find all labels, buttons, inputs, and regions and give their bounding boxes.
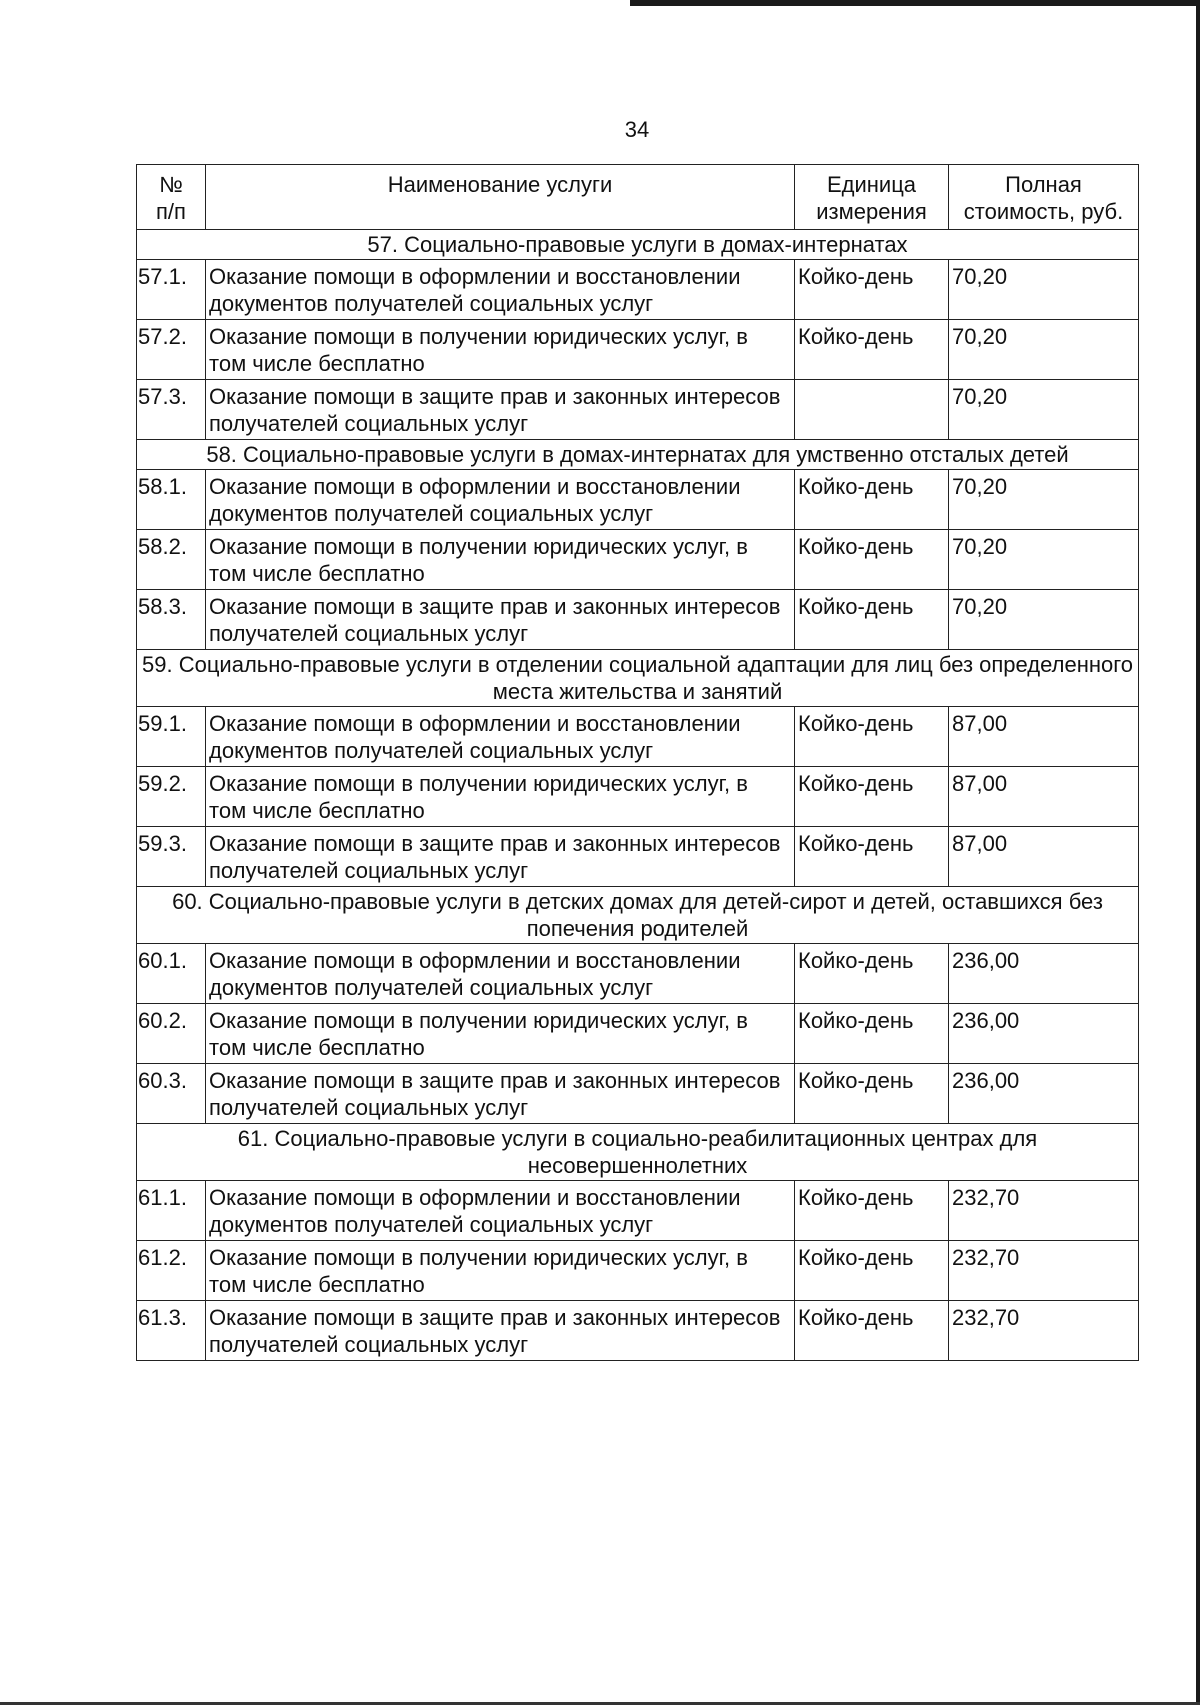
row-num: 57.3. (137, 380, 206, 440)
row-service-name: Оказание помощи в оформлении и восстановлении документов получателей социальных услуг (206, 1181, 795, 1241)
row-service-name: Оказание помощи в получении юридических услуг, в том числе бесплатно (206, 530, 795, 590)
section-title: 59. Социально-правовые услуги в отделении социальной адаптации для лиц без определенного места жительства и занятий (137, 650, 1139, 707)
row-num: 60.2. (137, 1004, 206, 1064)
header-num-line-2: п/п (156, 199, 186, 224)
row-num: 57.1. (137, 260, 206, 320)
row-unit: Койко-день (795, 1181, 949, 1241)
header-unit-line-1: Единица (826, 172, 917, 197)
table-row (137, 707, 1139, 767)
row-service-name: Оказание помощи в получении юридических услуг, в том числе бесплатно (206, 320, 795, 380)
row-service-name: Оказание помощи в оформлении и восстановлении документов получателей социальных услуг (206, 944, 795, 1004)
row-service-name: Оказание помощи в защите прав и законных интересов получателей социальных услуг (206, 1301, 795, 1361)
row-num: 59.2. (137, 767, 206, 827)
section-row (137, 440, 1139, 470)
row-unit (795, 380, 949, 440)
header-cost-line-1: Полная (1005, 172, 1082, 197)
section-row (137, 230, 1139, 260)
row-unit: Койко-день (795, 1241, 949, 1301)
row-unit: Койко-день (795, 470, 949, 530)
row-cost: 70,20 (949, 260, 1139, 320)
row-unit: Койко-день (795, 707, 949, 767)
row-cost: 70,20 (949, 470, 1139, 530)
section-title: 60. Социально-правовые услуги в детских домах для детей-сирот и детей, оставшихся без попечения родителей (137, 887, 1139, 944)
table-row (137, 827, 1139, 887)
row-num: 59.3. (137, 827, 206, 887)
row-cost: 232,70 (949, 1241, 1139, 1301)
row-unit: Койко-день (795, 1301, 949, 1361)
row-unit: Койко-день (795, 944, 949, 1004)
row-cost: 236,00 (949, 1064, 1139, 1124)
row-num: 57.2. (137, 320, 206, 380)
page-number: 34 (624, 117, 650, 142)
row-unit: Койко-день (795, 530, 949, 590)
row-cost: 236,00 (949, 944, 1139, 1004)
section-row (137, 650, 1139, 707)
table-row (137, 380, 1139, 440)
row-cost: 232,70 (949, 1181, 1139, 1241)
table-row (137, 1241, 1139, 1301)
row-cost: 70,20 (949, 320, 1139, 380)
row-unit: Койко-день (795, 827, 949, 887)
row-num: 61.2. (137, 1241, 206, 1301)
services-cost-table (136, 164, 1139, 1361)
table-row (137, 320, 1139, 380)
header-cost-line-2: стоимость, руб. (963, 199, 1124, 224)
section-title: 58. Социально-правовые услуги в домах-интернатах для умственно отсталых детей (137, 440, 1139, 470)
header-cost (949, 165, 1139, 230)
section-row (137, 887, 1139, 944)
table-row (137, 1181, 1139, 1241)
table-row (137, 767, 1139, 827)
row-cost: 87,00 (949, 827, 1139, 887)
row-cost: 87,00 (949, 767, 1139, 827)
row-service-name: Оказание помощи в получении юридических услуг, в том числе бесплатно (206, 1004, 795, 1064)
row-unit: Койко-день (795, 1004, 949, 1064)
row-num: 59.1. (137, 707, 206, 767)
row-cost: 70,20 (949, 380, 1139, 440)
row-unit: Койко-день (795, 590, 949, 650)
row-num: 58.2. (137, 530, 206, 590)
header-name-line-1: Наименование услуги (387, 172, 613, 197)
table-row (137, 260, 1139, 320)
row-service-name: Оказание помощи в защите прав и законных интересов получателей социальных услуг (206, 1064, 795, 1124)
header-num-line-1: № (159, 172, 183, 197)
row-cost: 70,20 (949, 590, 1139, 650)
row-num: 60.3. (137, 1064, 206, 1124)
table-row (137, 530, 1139, 590)
row-num: 61.3. (137, 1301, 206, 1361)
row-cost: 70,20 (949, 530, 1139, 590)
row-unit: Койко-день (795, 1064, 949, 1124)
row-service-name: Оказание помощи в защите прав и законных интересов получателей социальных услуг (206, 827, 795, 887)
section-title: 61. Социально-правовые услуги в социально-реабилитационных центрах для несовершеннолетних (137, 1124, 1139, 1181)
row-service-name: Оказание помощи в оформлении и восстановлении документов получателей социальных услуг (206, 260, 795, 320)
table-row (137, 1301, 1139, 1361)
table-row (137, 1064, 1139, 1124)
header-unit (795, 165, 949, 230)
table-row (137, 470, 1139, 530)
row-unit: Койко-день (795, 260, 949, 320)
row-unit: Койко-день (795, 767, 949, 827)
header-name (206, 165, 795, 230)
row-num: 58.1. (137, 470, 206, 530)
row-num: 60.1. (137, 944, 206, 1004)
row-service-name: Оказание помощи в защите прав и законных интересов получателей социальных услуг (206, 590, 795, 650)
row-service-name: Оказание помощи в получении юридических услуг, в том числе бесплатно (206, 767, 795, 827)
row-num: 58.3. (137, 590, 206, 650)
section-row (137, 1124, 1139, 1181)
table-header-row (137, 165, 1139, 230)
row-service-name: Оказание помощи в оформлении и восстановлении документов получателей социальных услуг (206, 470, 795, 530)
row-num: 61.1. (137, 1181, 206, 1241)
table-row (137, 944, 1139, 1004)
scan-edge-top (630, 0, 1200, 6)
row-cost: 236,00 (949, 1004, 1139, 1064)
header-unit-line-2: измерения (816, 199, 927, 224)
row-unit: Койко-день (795, 320, 949, 380)
row-service-name: Оказание помощи в получении юридических услуг, в том числе бесплатно (206, 1241, 795, 1301)
table-row (137, 590, 1139, 650)
row-service-name: Оказание помощи в оформлении и восстановлении документов получателей социальных услуг (206, 707, 795, 767)
table-row (137, 1004, 1139, 1064)
row-cost: 87,00 (949, 707, 1139, 767)
scan-edge-right (1196, 0, 1200, 1705)
row-cost: 232,70 (949, 1301, 1139, 1361)
row-service-name: Оказание помощи в защите прав и законных интересов получателей социальных услуг (206, 380, 795, 440)
header-num (137, 165, 206, 230)
section-title: 57. Социально-правовые услуги в домах-интернатах (137, 230, 1139, 260)
